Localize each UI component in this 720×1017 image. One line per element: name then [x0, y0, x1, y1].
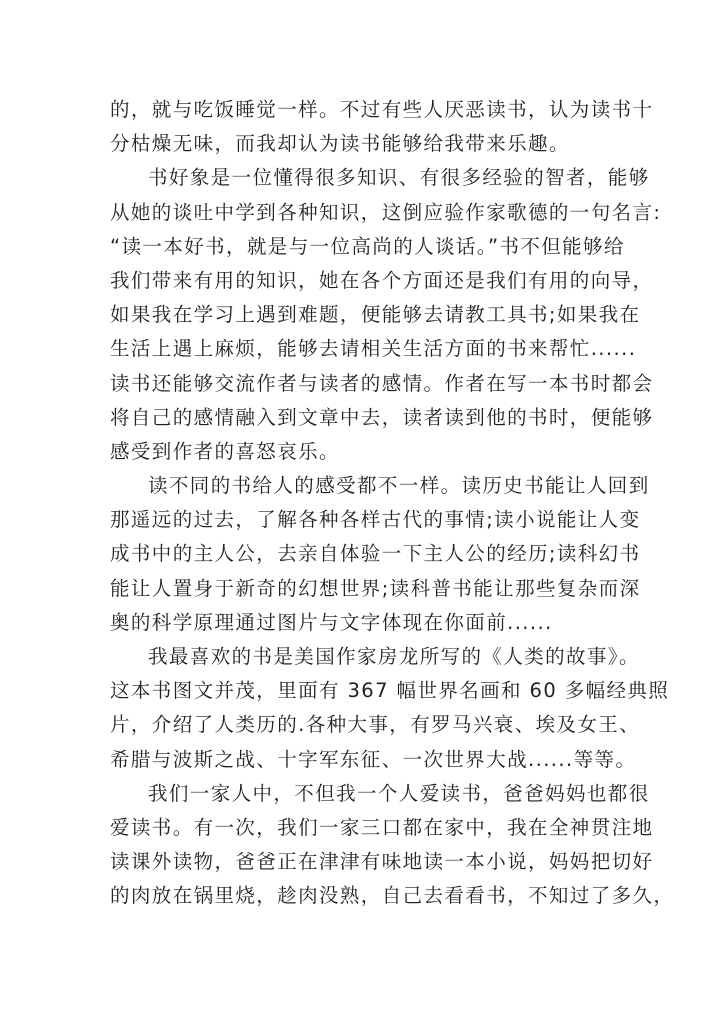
text-line: 读书还能够交流作者与读者的感情。作者在写一本书时都会	[110, 371, 654, 395]
text-line: 希腊与波斯之战、十字军东征、一次世界大战......等等。	[110, 747, 637, 771]
text-line: 感受到作者的喜怒哀乐。	[110, 439, 340, 463]
text-line: 成书中的主人公，去亲自体验一下主人公的经历;读科幻书	[110, 542, 641, 566]
body-text	[110, 93, 675, 914]
text-line: 片，介绍了人类历的.各种大事，有罗马兴衰、埃及女王、	[110, 713, 641, 737]
text-line: 读课外读物，爸爸正在津津有味地读一本小说，妈妈把切好	[110, 850, 654, 874]
text-line: 生活上遇上麻烦，能够去请相关生活方面的书来帮忙......	[110, 337, 637, 361]
text-line: 我们一家人中，不但我一个人爱读书，爸爸妈妈也都很	[148, 781, 650, 805]
text-line: 从她的谈吐中学到各种知识，这倒应验作家歌德的一句名言:	[110, 200, 662, 224]
text-line: 如果我在学习上遇到难题，便能够去请教工具书;如果我在	[110, 303, 641, 327]
text-line: 的，就与吃饭睡觉一样。不过有些人厌恶读书，认为读书十	[110, 98, 654, 121]
text-line: 我们带来有用的知识，她在各个方面还是我们有用的向导，	[110, 268, 654, 292]
text-line: 的肉放在锅里烧，趁肉没熟，自己去看看书，不知过了多久，	[110, 884, 675, 908]
text-line: 读不同的书给人的感受都不一样。读历史书能让人回到	[148, 474, 650, 498]
text-line: 我最喜欢的书是美国作家房龙所写的《人类的故事》。	[148, 645, 640, 668]
text-line: 那遥远的过去，了解各种各样古代的事情;读小说能让人变	[110, 508, 641, 532]
text-line: 这本书图文并茂，里面有 367 幅世界名画和 60 多幅经典照	[110, 679, 670, 703]
text-line: 爱读书。有一次，我们一家三口都在家中，我在全神贯注地	[110, 815, 654, 839]
text-line: 书好象是一位懂得很多知识、有很多经验的智者，能够	[148, 166, 650, 190]
text-line: 将自己的感情融入到文章中去，读者读到他的书时，便能够	[110, 405, 654, 429]
text-line: 奥的科学原理通过图片与文字体现在你面前......	[110, 610, 553, 634]
text-line: 分枯燥无味，而我却认为读书能够给我带来乐趣。	[110, 132, 570, 156]
text-line: “读一本好书，就是与一位高尚的人谈话。”书不但能够给	[110, 234, 625, 258]
text-line: 能让人置身于新奇的幻想世界;读科普书能让那些复杂而深	[110, 576, 641, 600]
